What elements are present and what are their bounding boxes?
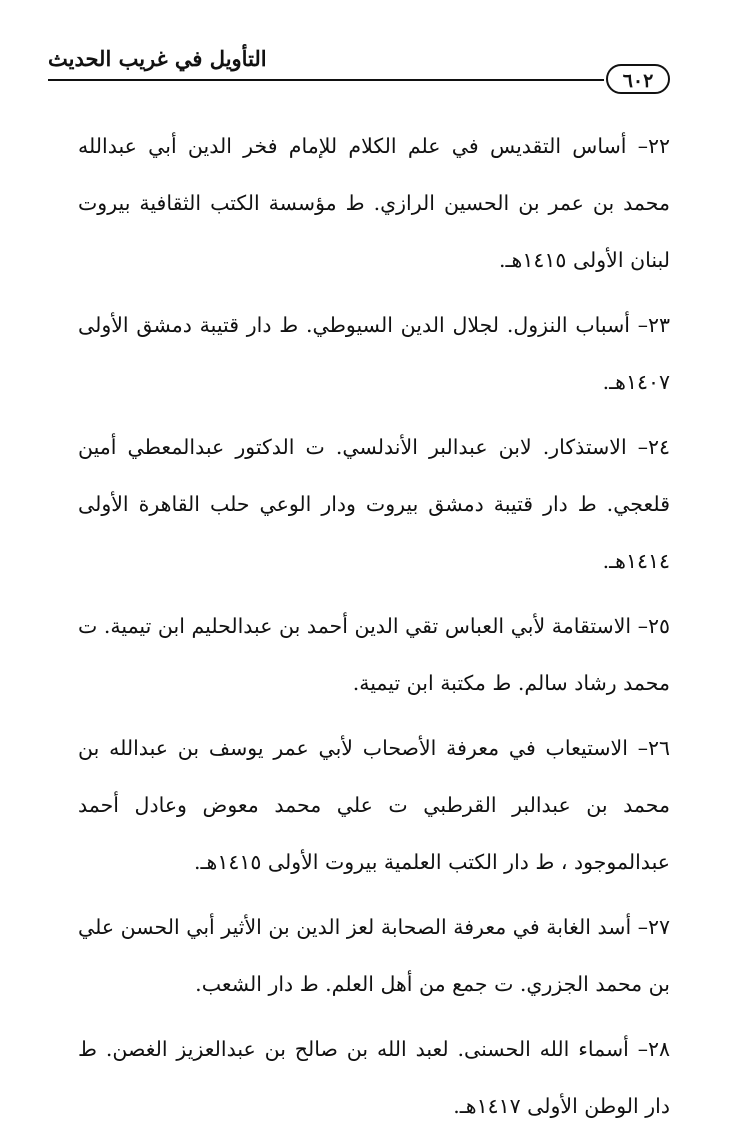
- bibliography-entry-27: [78, 899, 670, 1013]
- entry-text: الاستذكار. لابن عبدالبر الأندلسي. ت الدكتور عبدالمعطي أمين قلعجي. ط دار قتيبة دمشق بيروت ودار الوعي حلب القاهرة الأولى ١٤١٤هـ.: [78, 435, 670, 573]
- bibliography-entry-25: [78, 598, 670, 712]
- entry-number: ٢٧–: [637, 915, 670, 939]
- entry-number: ٢٥–: [637, 614, 670, 638]
- entry-number: ٢٢–: [637, 134, 670, 158]
- running-title: التأويل في غريب الحديث: [48, 46, 267, 71]
- entry-text: أسد الغابة في معرفة الصحابة لعز الدين بن الأثير أبي الحسن علي بن محمد الجزري. ت جمع من أهل العلم. ط دار الشعب.: [78, 915, 670, 996]
- entry-number: ٢٨–: [637, 1037, 670, 1061]
- page-number: ٦٠٢: [606, 64, 670, 94]
- bibliography-entry-26: [78, 720, 670, 891]
- bibliography-entry-24: [78, 419, 670, 590]
- entry-number: ٢٦–: [637, 736, 670, 760]
- bibliography-entry-28: [78, 1021, 670, 1135]
- entry-number: ٢٣–: [637, 313, 670, 337]
- page-header: [48, 44, 670, 100]
- bibliography-entry-22: [78, 118, 670, 289]
- entry-number: ٢٤–: [637, 435, 670, 459]
- entry-text: أساس التقديس في علم الكلام للإمام فخر الدين أبي عبدالله محمد بن عمر بن الحسين الرازي. ط مؤسسة الكتب الثقافية بيروت لبنان الأولى ١٤١٥هـ.: [78, 134, 670, 272]
- entry-text: أسباب النزول. لجلال الدين السيوطي. ط دار قتيبة دمشق الأولى ١٤٠٧هـ.: [78, 313, 670, 394]
- entry-text: أسماء الله الحسنى. لعبد الله بن صالح بن عبدالعزيز الغصن. ط دار الوطن الأولى ١٤١٧هـ.: [78, 1037, 670, 1118]
- bibliography-entry-23: [78, 297, 670, 411]
- header-rule: [48, 79, 604, 81]
- entry-text: الاستقامة لأبي العباس تقي الدين أحمد بن عبدالحليم ابن تيمية. ت محمد رشاد سالم. ط مكتبة ابن تيمية.: [78, 614, 670, 695]
- entry-text: الاستيعاب في معرفة الأصحاب لأبي عمر يوسف بن عبدالله بن محمد بن عبدالبر القرطبي ت علي محمد معوض وعادل أحمد عبدالموجود ، ط دار الكتب العلمية بيروت الأولى ١٤١٥هـ.: [78, 736, 670, 874]
- bibliography-list: [78, 118, 670, 1143]
